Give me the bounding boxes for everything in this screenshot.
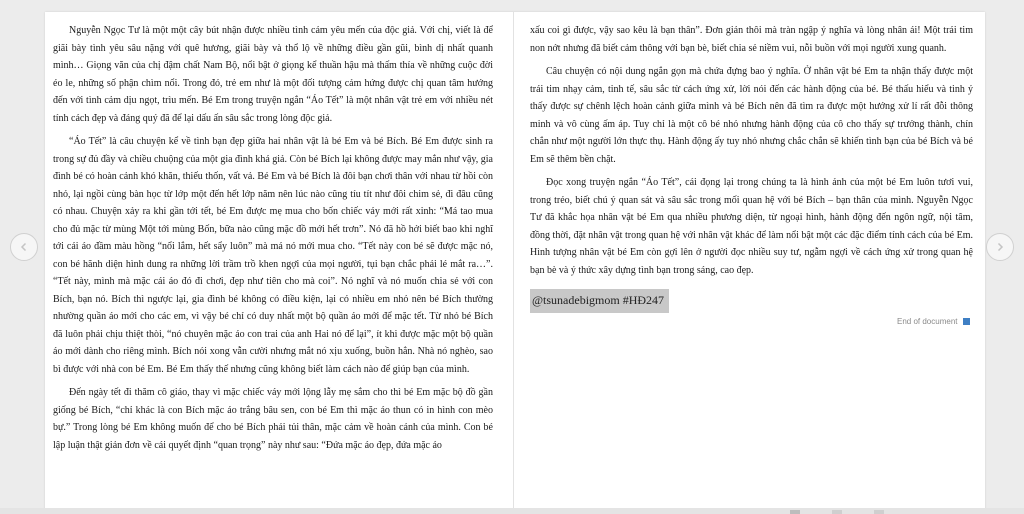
prev-page-button[interactable] <box>10 233 38 261</box>
bottom-toolbar <box>0 508 1024 514</box>
chevron-right-icon <box>995 242 1005 252</box>
paragraph: “Áo Tết” là câu chuyện kể về tình bạn đẹp giữa hai nhân vật là bé Em và bé Bích. Bé Em được sinh ra trong sự đủ đầy và chiều chuộng của một gia đình khá giả. Còn bé Bích lại không được may mắn như vậy, gia đình bé có hoàn cảnh khó khăn, thiếu thốn, vất vả. Bé Em và bé Bích là đôi bạn chơi thân với nhau từ hồi còn nhỏ, lại ngồi cùng bàn học từ lớp một đến hết lớp năm nên lúc nào cũng tíu tít như đôi chim sẻ, đi đâu cũng có nhau. Chuyện xảy ra khi gần tới tết, bé Em được mẹ mua cho bốn chiếc váy mới rất xinh: “Má tao mua cho đủ mặc từ mùng Một tới mùng Bốn, bữa nào cũng mặc đồ mới hết trơn”. Nó đã hồ hởi biết bao khi nghĩ tới cái áo đầm màu hồng “nổi lắm, hết sẩy luôn” mà má nó mới mua cho. “Tết này con bé sẽ được mặc nó, con bé hãnh diện hình dung ra những lời trầm trồ khen ngợi của mọi người, tụi bạn chắc phải lé mắt ra…”. “Tết này, mình mà mặc cái áo đó đi chơi, đẹp như tiên cho mà coi”. Nó nghĩ và nó muốn chia sẻ với con Bích, bạn nó. Bích thì ngược lại, gia đình bé không có điều kiện, lại có nhiều em nhỏ nên bé Bích thường nhường quần áo mới cho các em, vì vậy bé chỉ có duy nhất một bộ quần áo mới để mặc tết. Từ nhỏ bé Bích đã luôn phải chịu thiệt thòi, “nó chuyên mặc áo con trai của anh Hai nó để lại”, ít khi được mặc một bộ quần áo mới dành cho riêng mình. Bích nói xong vẫn cười nhưng mắt nó xịu xuống, buồn hẳn. Nhà nó nghèo, sao bì được với nhà con bé Em. Bé Em thấy thế nhưng cũng không biết làm cách nào để giúp bạn của mình. <box>53 136 493 375</box>
end-of-document <box>897 317 970 326</box>
page-divider <box>513 12 514 510</box>
view-mode-icon[interactable] <box>832 510 842 514</box>
paragraph: Đến ngày tết đi thăm cô giáo, thay vì mặc chiếc váy mới lộng lẫy mẹ sắm cho thì bé Em mặc bộ đồ gần giống bé Bích, “chỉ khác là con Bích mặc áo trắng bâu sen, con bé Em thì mặc áo thun có in hình con mèo bự.” Trong lòng bé Em không muốn để cho bé Bích phải tủi thân, mặc cảm về hoàn cảnh của mình. Con bé lập luận thật giản đơn về cái quyết định “quan trọng” này như sau: “Đứa mặc áo đẹp, đứa mặc áo <box>53 387 493 451</box>
author-tag: @tsunadebigmom #HĐ247 <box>530 289 669 313</box>
paragraph: Nguyễn Ngọc Tư là một một cây bút nhận được nhiều tình cảm yêu mến của độc giả. Với chị, viết là để giãi bày tình yêu sâu nặng với quê hương, giãi bày và thổ lộ về những điều gần gũi, bình dị nhất quanh mình… Giọng văn của chị đậm chất Nam Bộ, nổi bật ở giọng kể thuần hậu mà thấm thía về những cuộc đời éo le, những số phận chìm nổi. Trong đó, trẻ em như là một đối tượng cảm hứng được chị quan tâm hướng đến với tình cảm dịu ngọt, trìu mến. Bé Em trong truyện ngắn “Áo Tết” là một nhân vật trẻ em với nhiều nét tính cách đẹp và đáng quý đã để lại dấu ấn sâu sắc trong lòng độc giả. <box>53 25 493 124</box>
end-label: End of document <box>897 317 958 326</box>
chevron-left-icon <box>19 242 29 252</box>
paragraph: Câu chuyện có nội dung ngắn gọn mà chứa đựng bao ý nghĩa. Ở nhân vật bé Em ta nhận thấy được một trái tim nhạy cảm, tinh tế, sâu sắc từ cách ứng xử, lời nói đến các hành động của bé. Bé thấu hiểu và tinh ý thấy được sự chênh lệch hoàn cảnh giữa mình và bé Bích nên đã tìm ra được một hướng xử lí rất đỗi thông minh và vô cùng ấm áp. Tuy chỉ là một cô bé nhỏ nhưng hành động của cô cho thấy sự trưởng thành, chín chắn như một người lớn thực thụ. Hành động ấy tuy nhỏ nhưng chắc chắn sẽ khiến tình bạn của bé Bích và bé Em sẽ thêm bền chặt. <box>530 66 973 165</box>
paragraph: Đọc xong truyện ngắn “Áo Tết”, cái đọng lại trong chúng ta là hình ảnh của một bé Em luôn tươi vui, trong trẻo, biết chú ý quan sát và sâu sắc trong mối quan hệ với bé Bích – bạn thân của mình. Nguyễn Ngọc Tư đã khắc họa nhân vật bé Em qua nhiều phương diện, từ ngoại hình, hành động đến ngôn ngữ, nội tâm, đồng thời, đặt nhân vật trong quan hệ với nhân vật khác để làm nổi bật một các đặc điểm tính cách của bé Em. Hình tượng nhân vật bé Em còn gợi lên ở người đọc nhiều suy tư, ngẫm ngợi về cách ứng xử trong quan hệ bạn bè và ý thức xây dựng tình bạn trong sáng, cao đẹp. <box>530 177 973 276</box>
right-page <box>530 22 973 313</box>
paragraph: xấu coi gì được, vậy sao kêu là bạn thân”. Đơn giản thôi mà tràn ngập ý nghĩa và lòng nhân ái! Một trái tim non nớt nhưng đã biết cảm thông với bạn bè, biết chia sẻ niềm vui, nỗi buồn với mọi người xung quanh. <box>530 25 973 54</box>
left-page <box>53 22 493 460</box>
view-mode-icon[interactable] <box>874 510 884 514</box>
next-page-button[interactable] <box>986 233 1014 261</box>
view-mode-icon[interactable] <box>790 510 800 514</box>
square-icon <box>963 318 970 325</box>
